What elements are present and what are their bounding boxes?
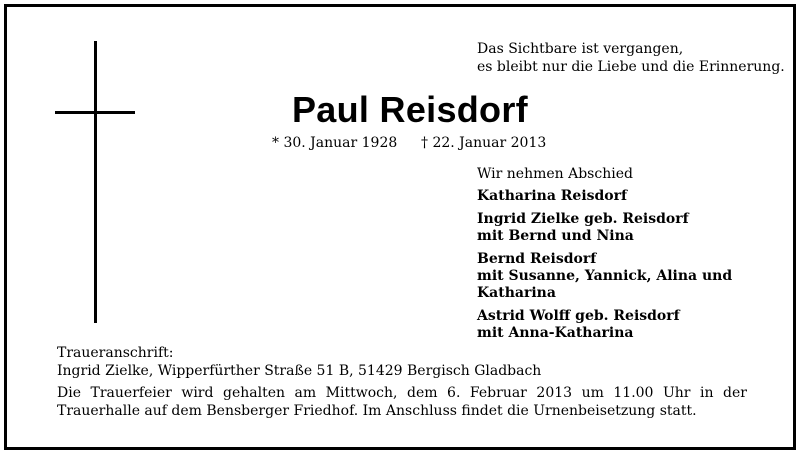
death-date: † 22. Januar 2013 bbox=[421, 135, 547, 151]
obituary-notice bbox=[4, 4, 796, 450]
mourner-line: Bernd Reisdorf bbox=[477, 251, 597, 267]
cross-vertical-bar bbox=[94, 41, 97, 323]
address-label: Traueranschrift: bbox=[57, 345, 174, 361]
mourner-line: mit Anna-Katharina bbox=[477, 325, 634, 341]
mourning-address bbox=[57, 344, 541, 380]
mourner-group bbox=[477, 188, 777, 205]
mourner-line: mit Susanne, Yannick, Alina und Katharina bbox=[477, 268, 733, 301]
motto-quote bbox=[477, 40, 785, 76]
motto-line-1: Das Sichtbare ist vergangen, bbox=[477, 41, 684, 57]
motto-line-2: es bleibt nur die Liebe und die Erinnerung. bbox=[477, 59, 785, 75]
deceased-name: Paul Reisdorf bbox=[292, 89, 528, 130]
mourners-intro: Wir nehmen Abschied bbox=[477, 166, 633, 182]
mourner-line: Katharina Reisdorf bbox=[477, 188, 628, 204]
funeral-notice: Die Trauerfeier wird gehalten am Mittwoch, dem 6. Februar 2013 um 11.00 Uhr in der Trauerhalle auf dem Bensberger Friedhof. Im Anschluss findet die Urnenbeisetzung statt. bbox=[57, 385, 747, 419]
mourner-line: Ingrid Zielke geb. Reisdorf bbox=[477, 211, 689, 227]
birth-date: * 30. Januar 1928 bbox=[272, 135, 398, 151]
cross-horizontal-bar bbox=[55, 111, 135, 114]
mourner-group bbox=[477, 251, 777, 302]
mourner-group bbox=[477, 211, 777, 245]
address-value: Ingrid Zielke, Wipperfürther Straße 51 B, 51429 Bergisch Gladbach bbox=[57, 363, 542, 379]
mourner-line: mit Bernd und Nina bbox=[477, 228, 634, 244]
mourner-line: Astrid Wolff geb. Reisdorf bbox=[477, 308, 680, 324]
mourners-list bbox=[477, 165, 777, 348]
mourner-group bbox=[477, 308, 777, 342]
